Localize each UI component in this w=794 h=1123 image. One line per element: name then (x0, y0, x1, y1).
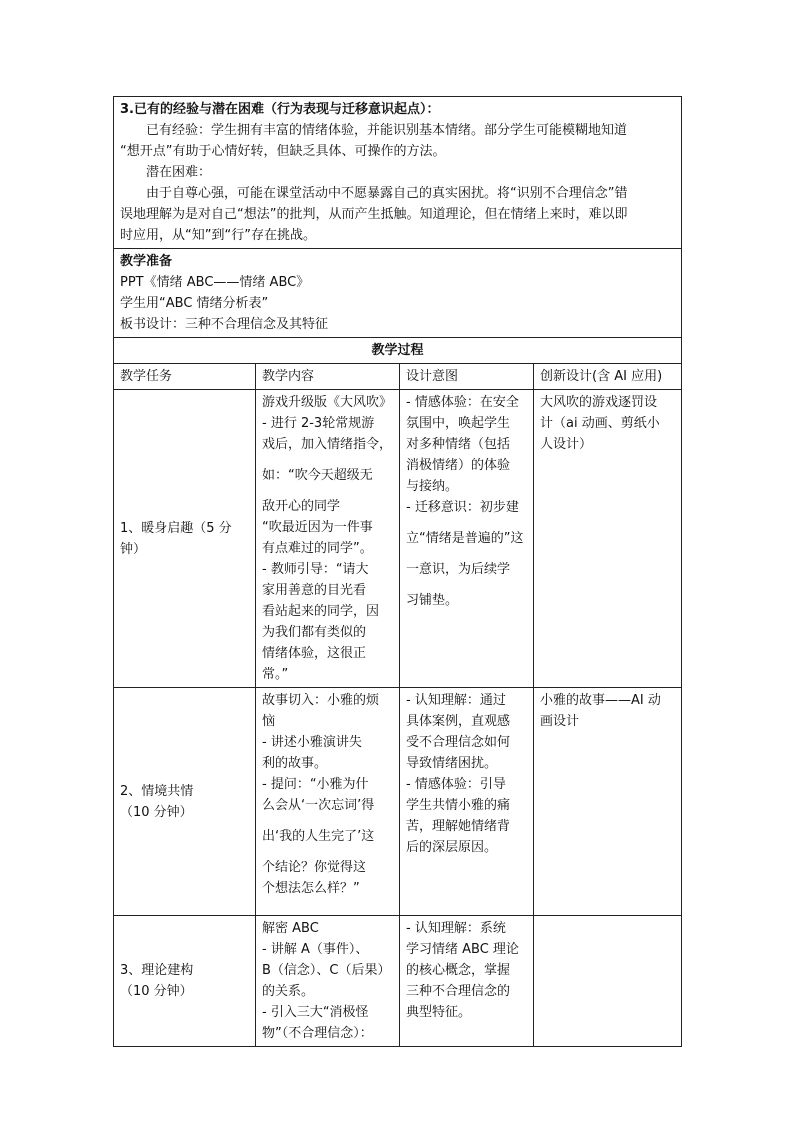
prep-cell (114, 249, 682, 338)
cell-line: 1、暖身启趣（5 分 (120, 520, 232, 536)
header-innovation: 创新设计(含 AI 应用) (534, 364, 682, 390)
document-page (113, 96, 681, 1047)
process-title: 教学过程 (114, 338, 682, 364)
cell-line: - 认知理解：系统 (406, 921, 506, 936)
cell-line: 三种不合理信念的 (406, 984, 511, 999)
cell-line: - 情感体验：引导 (406, 777, 506, 792)
prep-item: 学生用“ABC 情绪分析表” (120, 296, 269, 311)
cell-line: 看站起来的同学，因 (262, 604, 380, 619)
lesson-plan-table (113, 96, 682, 1047)
cell-line: 受不合理信念如何 (406, 735, 511, 750)
cell-line: 后的深层原因。 (406, 840, 498, 855)
cell-line: 敌开心的同学 (262, 499, 341, 514)
cell-line: 习铺垫。 (406, 593, 459, 608)
cell-line (406, 518, 527, 528)
cell-line: 家用善意的目光看 (262, 583, 367, 598)
cell-line: 有点难过的同学”。 (262, 541, 373, 556)
cell-line: 立“情绪是普遍的”这 (406, 531, 524, 546)
section3-title: 3.已有的经验与潜在困难（行为表现与迁移意识起点）： (120, 102, 440, 117)
cell-line: 故事切入：小雅的烦 (262, 693, 380, 708)
cell-line: 3、理论建构 (120, 963, 194, 978)
header-task: 教学任务 (114, 364, 256, 390)
intent-cell (400, 916, 534, 1047)
cell-line (262, 847, 393, 857)
experience-line-2: “想开点”有助于心情好转，但缺乏具体、可操作的方法。 (120, 144, 446, 159)
cell-line: - 讲解 A（事件）、 (262, 942, 369, 957)
cell-line: - 教师引导：“请大 (262, 562, 369, 577)
process-row (114, 916, 682, 1047)
cell-line: “吹最近因为一件事 (262, 520, 373, 535)
cell-line: 2、情境共情 (120, 783, 194, 799)
cell-line: 计（ai 动画、剪纸小 (540, 416, 660, 431)
cell-line: 学生共情小雅的痛 (406, 798, 511, 813)
prep-item: PPT《情绪 ABC——情绪 ABC》 (120, 275, 310, 290)
task-cell (114, 390, 256, 688)
cell-line: - 迁移意识：初步建 (406, 500, 519, 515)
cell-line: B（信念）、C（后果） (262, 963, 391, 978)
section3-row (114, 97, 682, 249)
cell-line: - 引入三大“消极怪 (262, 1005, 369, 1020)
prep-row (114, 249, 682, 338)
cell-line: 个想法怎么样？” (262, 881, 360, 896)
intent-cell (400, 688, 534, 916)
cell-line: 游戏升级版《大风吹》 (262, 395, 393, 410)
header-content: 教学内容 (256, 364, 400, 390)
cell-line: 戏后，加入情绪指令， (262, 437, 393, 452)
task-cell (114, 688, 256, 916)
header-intent: 设计意图 (400, 364, 534, 390)
process-row (114, 390, 682, 688)
cell-line: - 提问：“小雅为什 (262, 777, 369, 792)
cell-line: 苦，理解她情绪背 (406, 819, 511, 834)
cell-line: - 认知理解：通过 (406, 693, 506, 708)
cell-line: （10 分钟） (120, 984, 193, 999)
difficulty-line-3: 时应用，从“知”到“行”存在挑战。 (120, 228, 316, 243)
cell-line: 么会从‘一次忘词’得 (262, 798, 375, 813)
cell-line: 消极情绪）的体验 (406, 458, 511, 473)
cell-line: 物”（不合理信念）： (262, 1026, 373, 1041)
cell-line: 利的故事。 (262, 756, 328, 771)
cell-line: 画设计 (540, 714, 580, 729)
content-cell (256, 688, 400, 916)
cell-line: （10 分钟） (120, 804, 193, 820)
cell-line: 大风吹的游戏逐罚设 (540, 395, 658, 410)
cell-line: 具体案例，直观感 (406, 714, 511, 729)
cell-line: 对多种情绪（包括 (406, 437, 511, 452)
content-cell (256, 390, 400, 688)
cell-line: 典型特征。 (406, 1005, 472, 1020)
cell-line (262, 486, 393, 496)
innovation-cell (534, 390, 682, 688)
cell-line: 的核心概念，掌握 (406, 963, 511, 978)
cell-line: 人设计） (540, 437, 593, 452)
cell-line: 导致情绪困扰。 (406, 756, 498, 771)
cell-line: 如：“吹今天超级无 (262, 468, 373, 483)
difficulty-label: 潜在困难： (146, 165, 212, 180)
cell-line: 小雅的故事——AI 动 (540, 693, 661, 708)
cell-line: 常。” (262, 667, 289, 682)
process-title-row (114, 338, 682, 364)
intent-cell (400, 390, 534, 688)
cell-line: - 情感体验：在安全 (406, 395, 519, 410)
cell-line: 一意识，为后续学 (406, 562, 511, 577)
cell-line: - 进行 2-3轮常规游 (262, 416, 375, 431)
cell-line: 钟） (120, 541, 147, 557)
cell-line: 个结论？你觉得这 (262, 860, 367, 875)
experience-line-1: 已有经验：学生拥有丰富的情绪体验，并能识别基本情绪。部分学生可能模糊地知道 (146, 123, 628, 138)
cell-line (262, 816, 393, 826)
cell-line: 为我们都有类似的 (262, 625, 367, 640)
cell-line (406, 549, 527, 559)
difficulty-line-2: 误地理解为是对自己“想法”的批判，从而产生抵触。知道理论，但在情绪上来时，难以即 (120, 207, 628, 222)
task-cell (114, 916, 256, 1047)
cell-line: 氛围中，唤起学生 (406, 416, 511, 431)
cell-line: 与接纳。 (406, 479, 459, 494)
prep-title: 教学准备 (120, 254, 173, 269)
process-row (114, 688, 682, 916)
difficulty-line-1: 由于自尊心强，可能在课堂活动中不愿暴露自己的真实困扰。将“识别不合理信念”错 (146, 186, 628, 201)
cell-line: 学习情绪 ABC 理论 (406, 942, 519, 957)
cell-line: 情绪体验，这很正 (262, 646, 367, 661)
cell-line: 的关系。 (262, 984, 315, 999)
prep-item: 板书设计：三种不合理信念及其特征 (120, 317, 329, 332)
innovation-cell (534, 916, 682, 1047)
cell-line (262, 455, 393, 465)
section3-cell (114, 97, 682, 249)
cell-line: 恼 (262, 714, 276, 729)
cell-line: 解密 ABC (262, 921, 319, 936)
process-header-row (114, 364, 682, 390)
cell-line: 出‘我的人生完了’这 (262, 829, 375, 844)
cell-line (406, 580, 527, 590)
content-cell (256, 916, 400, 1047)
innovation-cell (534, 688, 682, 916)
cell-line: - 讲述小雅演讲失 (262, 735, 362, 750)
